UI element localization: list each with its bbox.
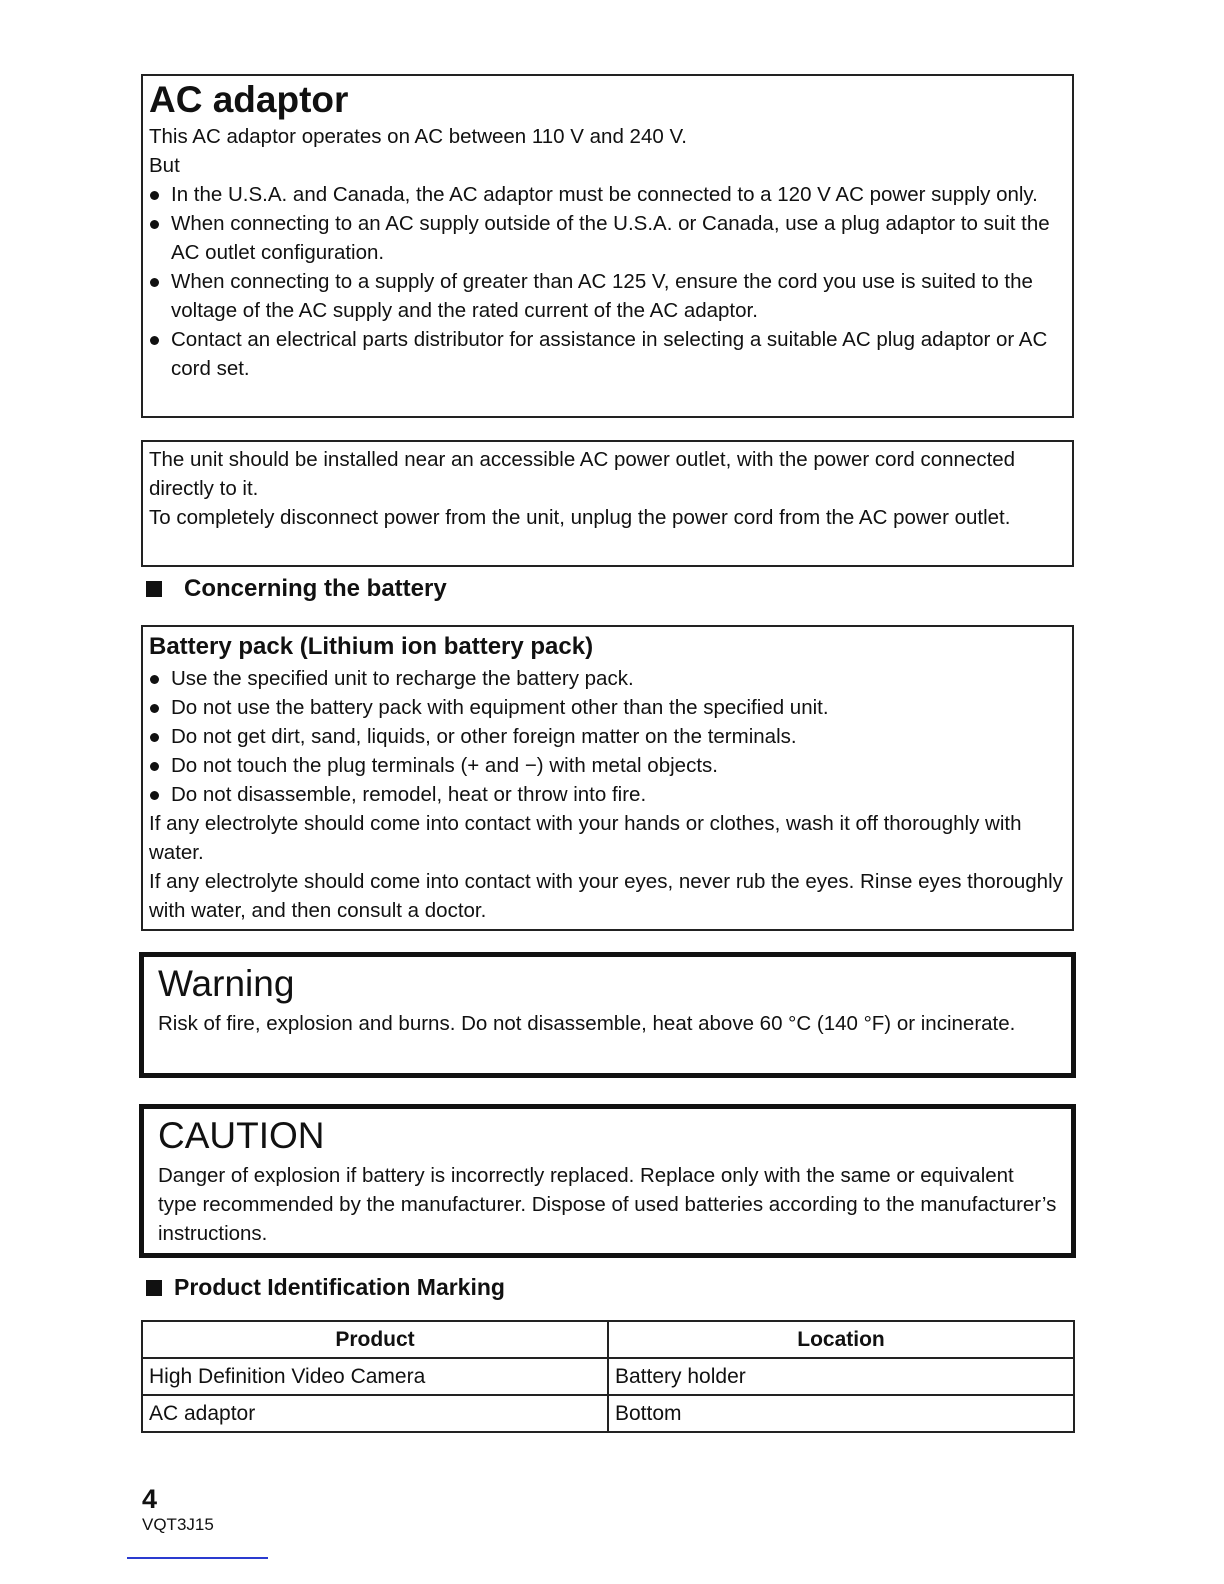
ac-adaptor-but: But xyxy=(149,154,180,177)
battery-bullet: Do not disassemble, remodel, heat or throw into fire. xyxy=(149,780,1066,809)
battery-section-heading: Concerning the battery xyxy=(146,575,447,603)
product-id-heading: Product Identification Marking xyxy=(146,1274,505,1301)
warning-box xyxy=(139,952,1076,1078)
page-number: 4 xyxy=(142,1484,158,1514)
square-bullet-icon xyxy=(146,581,162,597)
bullet-icon xyxy=(150,704,159,713)
warning-text: Risk of fire, explosion and burns. Do not disassemble, heat above 60 °C (140 °F) or incinerate. xyxy=(158,1012,1016,1035)
caution-title: CAUTION xyxy=(158,1115,325,1156)
battery-bullet: Do not touch the plug terminals (+ and −) with metal objects. xyxy=(149,751,1066,780)
table-cell: High Definition Video Camera xyxy=(142,1358,608,1395)
caution-box xyxy=(139,1104,1076,1258)
install-note-line2: To completely disconnect power from the unit, unplug the power cord from the AC power outlet. xyxy=(149,506,1011,529)
ac-bullet: When connecting to an AC supply outside of the U.S.A. or Canada, use a plug adaptor to suit the AC outlet configuration. xyxy=(149,209,1066,267)
battery-bullet: Use the specified unit to recharge the battery pack. xyxy=(149,664,1066,693)
bullet-icon xyxy=(150,336,159,345)
ac-adaptor-box xyxy=(141,74,1074,418)
bullet-icon xyxy=(150,191,159,200)
electrolyte-eyes-note: If any electrolyte should come into contact with your eyes, never rub the eyes. Rinse eyes thoroughly with water, and then consult a doctor. xyxy=(149,870,1063,922)
install-note-line1: The unit should be installed near an accessible AC power outlet, with the power cord connected directly to it. xyxy=(149,448,1016,500)
bullet-icon xyxy=(150,220,159,229)
battery-bullet: Do not use the battery pack with equipment other than the specified unit. xyxy=(149,693,1066,722)
bullet-icon xyxy=(150,675,159,684)
bullet-icon xyxy=(150,278,159,287)
battery-bullet: Do not get dirt, sand, liquids, or other foreign matter on the terminals. xyxy=(149,722,1066,751)
table-cell: Battery holder xyxy=(608,1358,1074,1395)
column-header-product: Product xyxy=(142,1321,608,1358)
install-note-box xyxy=(141,440,1074,567)
ac-bullet: Contact an electrical parts distributor for assistance in selecting a suitable AC plug adaptor or AC cord set. xyxy=(149,325,1066,383)
product-id-table xyxy=(141,1320,1075,1433)
battery-pack-box xyxy=(141,625,1074,931)
bullet-icon xyxy=(150,733,159,742)
battery-pack-title: Battery pack (Lithium ion battery pack) xyxy=(149,633,594,660)
ac-adaptor-intro: This AC adaptor operates on AC between 110 V and 240 V. xyxy=(149,125,687,148)
column-header-location: Location xyxy=(608,1321,1074,1358)
bullet-icon xyxy=(150,762,159,771)
doc-code: VQT3J15 xyxy=(142,1515,214,1534)
warning-title: Warning xyxy=(158,963,295,1004)
ac-bullet: In the U.S.A. and Canada, the AC adaptor must be connected to a 120 V AC power supply only. xyxy=(149,180,1066,209)
caution-text: Danger of explosion if battery is incorrectly replaced. Replace only with the same or equivalent type recommended by the manufacturer. Dispose of used batteries according to the manufacturer’s instructions. xyxy=(158,1164,1057,1245)
bullet-icon xyxy=(150,791,159,800)
table-header-row xyxy=(142,1321,1074,1358)
ac-adaptor-title: AC adaptor xyxy=(149,79,349,120)
table-row xyxy=(142,1358,1074,1395)
table-cell: Bottom xyxy=(608,1395,1074,1432)
table-row xyxy=(142,1395,1074,1432)
table-cell: AC adaptor xyxy=(142,1395,608,1432)
ac-bullet: When connecting to a supply of greater than AC 125 V, ensure the cord you use is suited to the voltage of the AC supply and the rated current of the AC adaptor. xyxy=(149,267,1066,325)
link-underline xyxy=(127,1557,268,1559)
square-bullet-icon xyxy=(146,1280,162,1296)
electrolyte-hands-note: If any electrolyte should come into contact with your hands or clothes, wash it off thoroughly with water. xyxy=(149,812,1022,864)
